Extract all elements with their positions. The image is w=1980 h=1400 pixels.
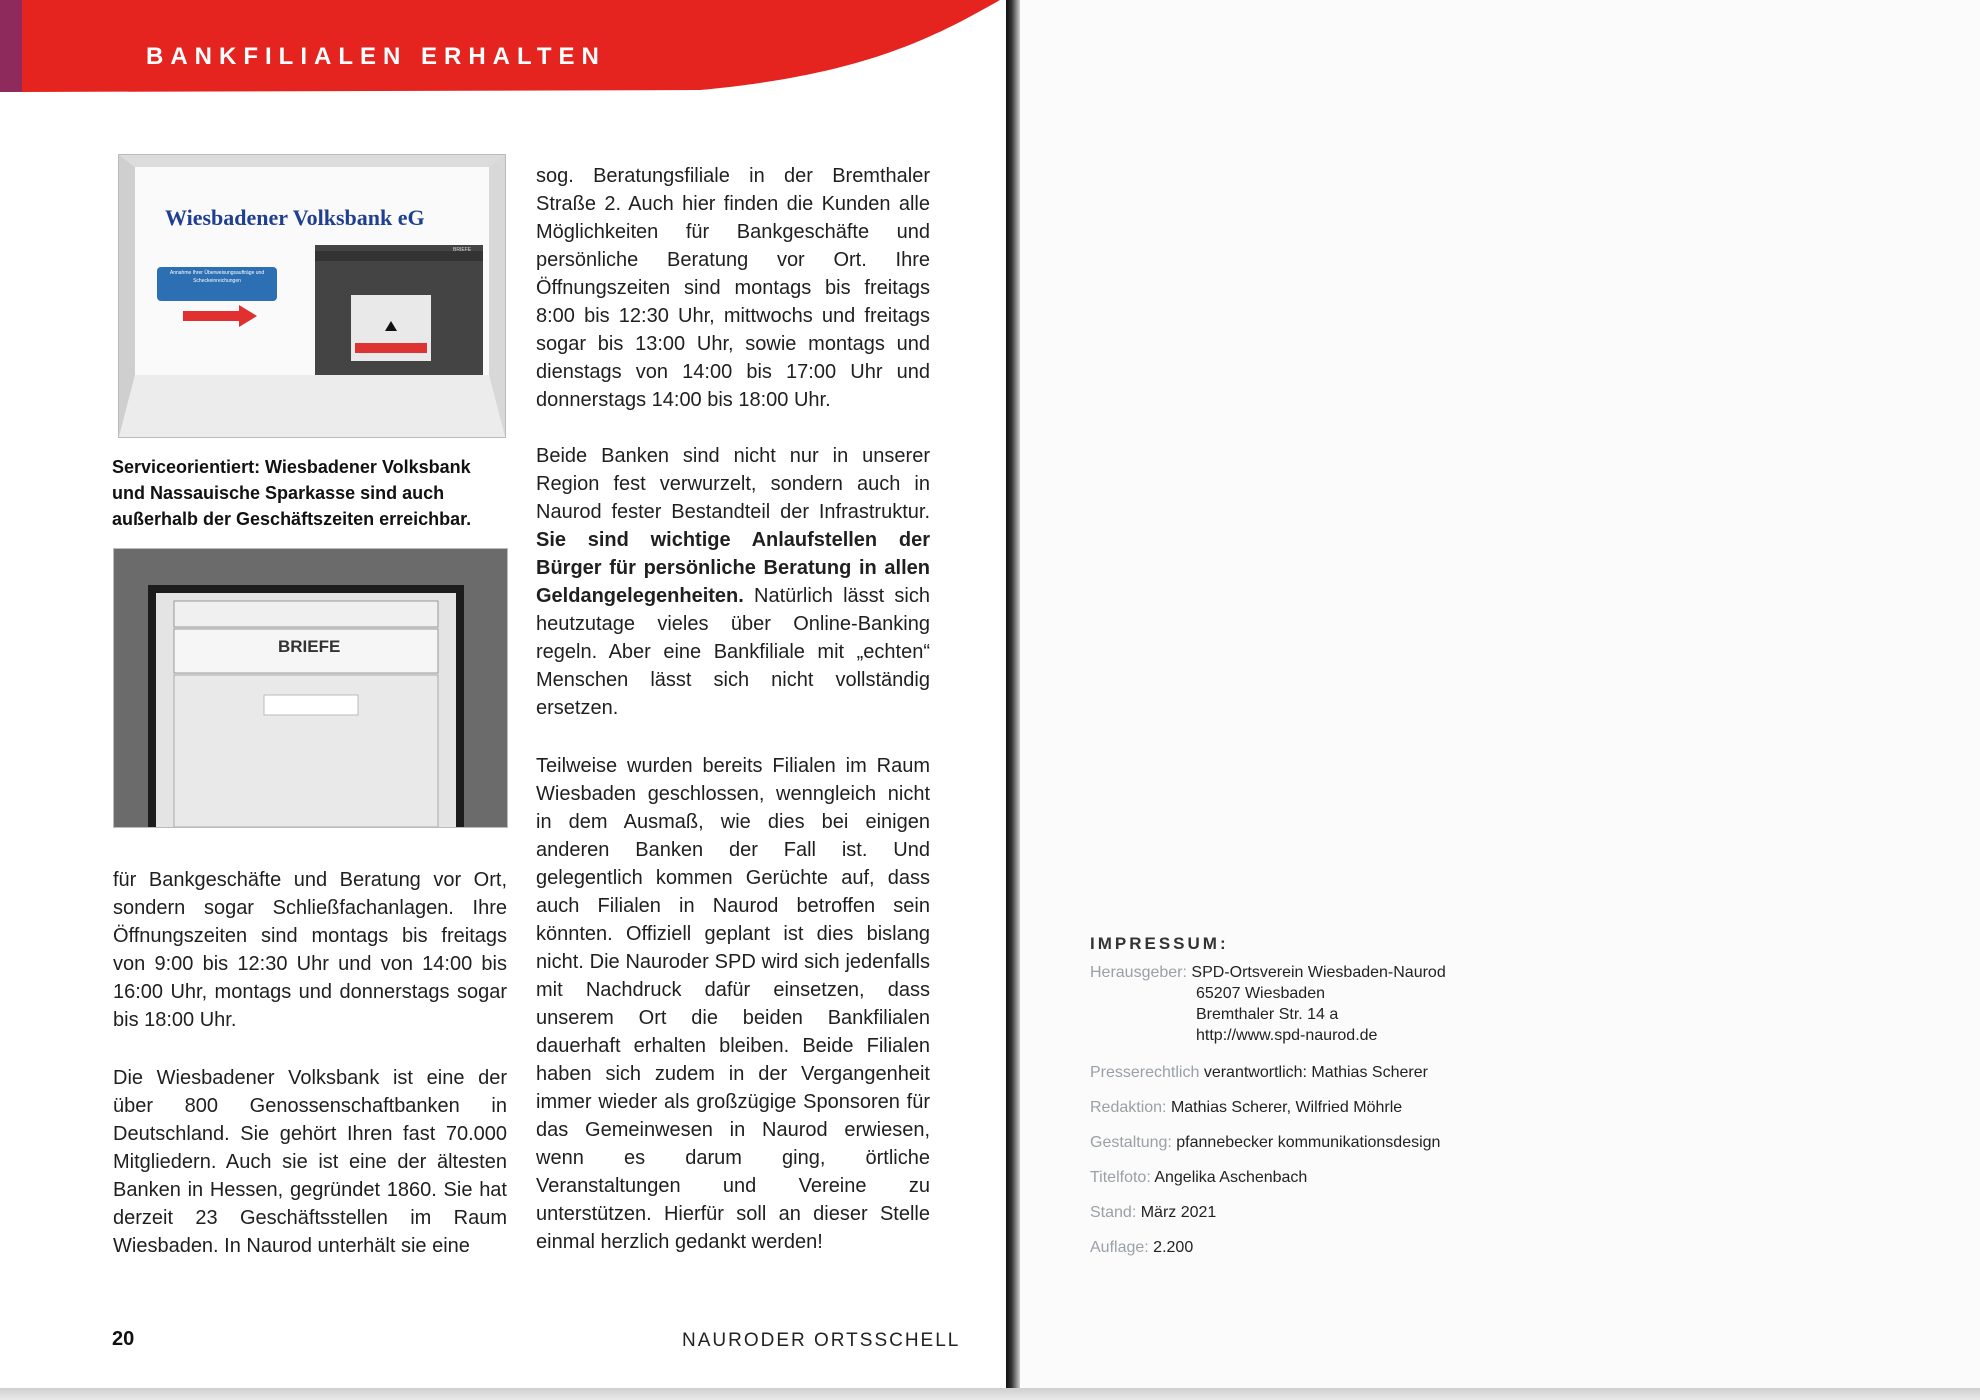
col2-p2-bold: Sie sind wichtige Anlaufstellen der Bürger für persönliche Beratung in allen Geldangelegenheiten.	[536, 529, 930, 607]
impressum-redaktion	[1090, 1099, 1402, 1117]
impressum-presse	[1090, 1064, 1428, 1082]
redaktion-label: Redaktion:	[1090, 1099, 1167, 1116]
impressum-gestaltung	[1090, 1134, 1440, 1152]
briefe-label: BRIEFE	[278, 637, 341, 656]
stand-value: März 2021	[1140, 1204, 1217, 1221]
impressum-stand	[1090, 1204, 1216, 1222]
col2-paragraph-1: sog. Beratungsfiliale in der Bremthaler Straße 2. Auch hier finden die Kunden alle Möglichkeiten für Bankgeschäfte und persönliche Beratung vor Ort. Ihre Öffnungszeiten sind montags bis freitags 8:00 bis 12:30 Uhr, mittwochs und freitags sogar bis 13:00 Uhr, sowie montags und dienstags von 14:00 bis 17:00 Uhr und donnerstags 14:00 bis 18:00 Uhr.	[536, 165, 930, 411]
col1-paragraph-1: für Bankgeschäfte und Beratung vor Ort, sondern sogar Schließfachanlagen. Ihre Öffnungszeiten sind montags bis freitags von 9:00 bis 12:30 Uhr und von 14:00 bis 16:00 Uhr, montags und donnerstags sogar bis 18:00 Uhr.	[113, 869, 507, 1031]
col2-paragraph-3: Teilweise wurden bereits Filialen im Raum Wiesbaden geschlossen, wenngleich nicht in dem Ausmaß, wie dies bei einigen anderen Banken der Fall ist. Und gelegentlich kommen Gerüchte auf, dass auch Filialen in Naurod betroffen sein könnten. Offiziell geplant ist dies bislang nicht. Die Nauroder SPD wird sich jedenfalls mit Nachdruck dafür einsetzen, dass unserem Ort die beiden Bankfilialen dauerhaft erhalten bleiben. Beide Filialen haben sich zudem in der Vergangenheit immer wieder als großzügige Sponsoren für das Gemeinwesen in Naurod erwiesen, wenn es darum ging, örtliche Veranstaltungen und Vereine zu unterstützen. Hierfür soll an dieser Stelle einmal herzlich gedankt werden!	[536, 755, 930, 1253]
address-line-2: Bremthaler Str. 14 a	[1196, 1006, 1339, 1023]
briefe-photo	[113, 548, 508, 828]
volksbank-photo	[118, 154, 506, 438]
photo-caption: Serviceorientiert: Wiesbadener Volksbank und Nassauische Sparkasse sind auch außerhalb der Geschäftszeiten erreichbar.	[112, 457, 472, 529]
volksbank-blue-label: Annahme Ihrer Überweisungsaufträge und Scheckeinreichungen	[169, 270, 265, 284]
presse-value: verantwortlich: Mathias Scherer	[1203, 1064, 1428, 1081]
titelfoto-label: Titelfoto:	[1090, 1169, 1151, 1186]
gestaltung-value: pfannebecker kommunikationsdesign	[1176, 1134, 1441, 1151]
herausgeber-value: SPD-Ortsverein Wiesbaden-Naurod	[1191, 964, 1446, 981]
stand-label: Stand:	[1090, 1204, 1137, 1221]
col2-p2-start: Beide Banken sind nicht nur in unserer Region fest verwurzelt, sondern auch in Naurod fester Bestandteil der Infrastruktur.	[536, 445, 930, 523]
impressum-title: IMPRESSUM:	[1090, 934, 1229, 953]
herausgeber-label: Herausgeber:	[1090, 964, 1187, 981]
col1-paragraph-2: Die Wiesbadener Volksbank ist eine der über 800 Genossenschaftbanken in Deutschland. Sie gehört Ihren fast 70.000 Mitgliedern. Auch sie ist eine der ältesten Banken in Hessen, gegründet 1860. Sie hat derzeit 23 Geschäftsstellen im Raum Wiesbaden. In Naurod unterhält sie eine	[113, 1067, 507, 1257]
titelfoto-value: Angelika Aschenbach	[1154, 1169, 1308, 1186]
auflage-label: Auflage:	[1090, 1239, 1149, 1256]
address-line-1: 65207 Wiesbaden	[1196, 985, 1325, 1002]
impressum-auflage	[1090, 1239, 1193, 1257]
auflage-value: 2.200	[1153, 1239, 1194, 1256]
address-line-3: http://www.spd-naurod.de	[1196, 1027, 1378, 1044]
page-number: 20	[112, 1328, 135, 1350]
gestaltung-label: Gestaltung:	[1090, 1134, 1172, 1151]
redaktion-value: Mathias Scherer, Wilfried Möhrle	[1170, 1099, 1403, 1116]
volksbank-slot-label: BRIEFE	[453, 247, 472, 253]
col2-p2-end: Natürlich lässt sich heutzutage vieles über Online-Banking regeln. Aber eine Bankfiliale mit „echten“ Menschen lässt sich nicht vollständig ersetzen.	[536, 585, 930, 719]
section-title: BANKFILIALEN ERHALTEN	[146, 43, 606, 70]
impressum-titelfoto	[1090, 1169, 1307, 1187]
page-bottom-edge	[0, 1388, 1980, 1400]
briefe-photo-drawing	[114, 549, 507, 827]
magazine-name: NAURODER ORTSSCHELL	[682, 1330, 961, 1351]
impressum-herausgeber	[1090, 964, 1446, 982]
col2-paragraph-2	[536, 442, 930, 722]
header-band	[0, 0, 1010, 100]
book-spine	[1006, 0, 1020, 1392]
volksbank-photo-drawing	[119, 155, 505, 437]
volksbank-sign: Wiesbadener Volksbank eG	[165, 205, 425, 230]
presse-label: Presserechtlich	[1090, 1064, 1200, 1081]
